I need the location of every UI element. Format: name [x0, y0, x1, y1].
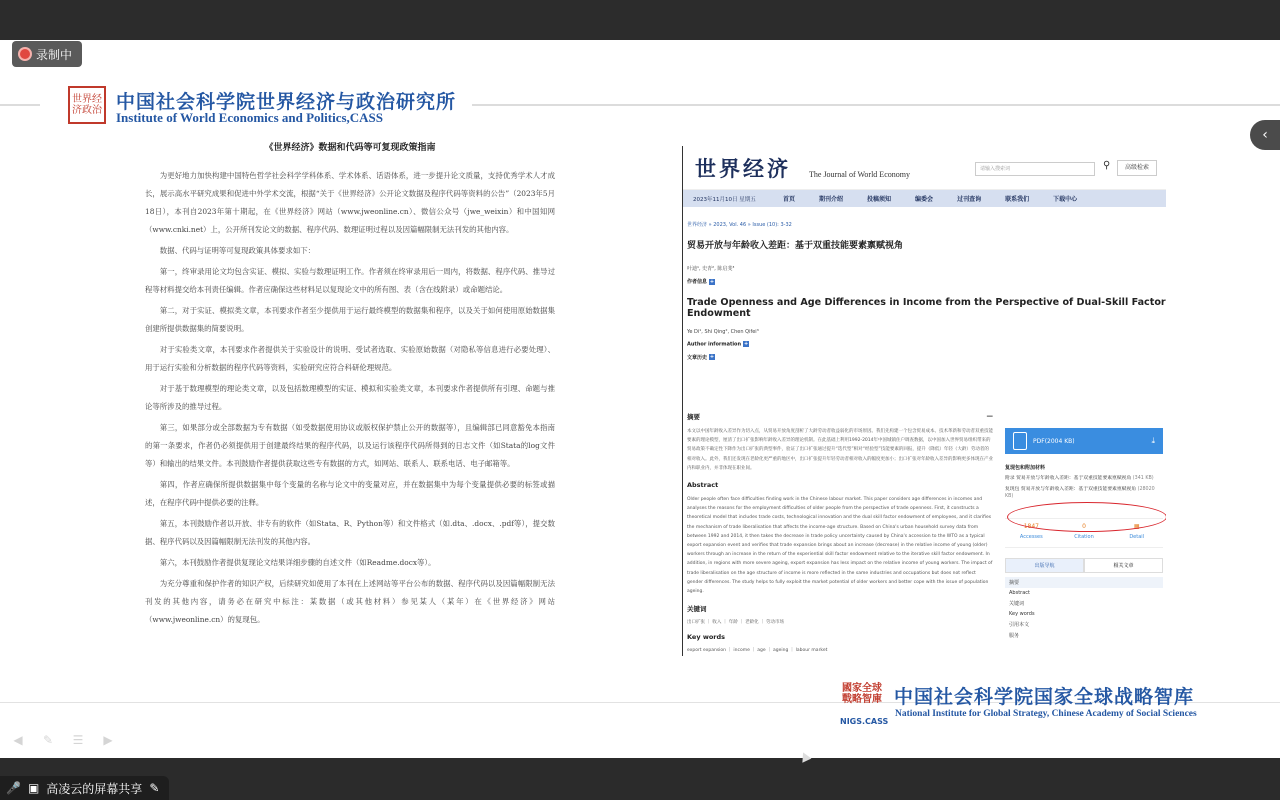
sidebar-menu — [1005, 577, 1163, 641]
policy-document — [145, 140, 555, 632]
pen-icon[interactable]: ✎ — [42, 733, 54, 747]
article-sidebar — [1005, 428, 1163, 641]
replication-heading: 复现包和附加材料 — [1005, 465, 1046, 471]
header-divider-right — [472, 104, 1280, 106]
grid-icon: ▦ — [1133, 523, 1140, 530]
menu-item: 服务 — [1009, 633, 1020, 639]
abstract-zh-heading: 摘要 — — [687, 412, 993, 421]
institute-name-en: Institute of World Economics and Politics,CASS — [116, 110, 384, 125]
document-paragraph: 对于实验类文章，本刊要求作者提供关于实验设计的说明、受试者选取、实验原始数据（对隐私等信息进行必要处理）、用于运行实验和分析数据的程序代码等资料，实验研究应符合科研伦理规范。 — [145, 345, 555, 372]
screen-share-icon: ▣ — [27, 781, 40, 795]
keywords-zh: 出口扩张 ｜ 收入 ｜ 年龄 ｜ 老龄化 ｜ 劳动市场 — [687, 620, 784, 626]
download-icon: ⤓ — [1151, 436, 1155, 445]
recording-label: 录制中 — [36, 47, 73, 62]
shared-slide — [0, 40, 1280, 758]
article-title-en: Trade Openness and Age Differences in Income from the Perspective of Dual-Skill Factor Endowment — [687, 297, 1166, 319]
document-paragraph: 对于基于数理模型的理论类文章，以及包括数理模型的实证、模拟和实验类文章，本刊要求作者提供所有引理、命题与推论等所涉及的推导过程。 — [145, 384, 555, 411]
tab-related-articles: 相关文章 — [1084, 558, 1163, 573]
menu-item: Key words — [1009, 611, 1035, 617]
think-tank-name-en: National Institute for Global Strategy, Chinese Academy of Social Sciences — [895, 709, 1197, 719]
journal-date: 2023年11月10日 星期五 — [693, 196, 756, 203]
abstract-zh: 本文以中国年龄收入差异作为切入点，从贸易开放角度剖析了大龄劳动者收益弱化的市场原因。我们先构建一个包含贸易成本、技术革新和劳动者双重技能要素的理论模型，厘清了出口扩张影响年龄收入差异的理论机制。在此基础上利用1992-2014年中国城镇住户调查数据，以中国加入世界贸易组织带来的贸易政策不确定性下降作为出口扩张的典型事件，验证了出口扩张通过提升“选代型”相对“经验型”技能要素的回报，提升（降低）年轻（大龄）劳动者的相对收入。此外，我们还发现在老龄化更严重的地区中，出口扩张提升年轻劳动者相对收入的幅度更加小；出口扩张对年龄收入差异的影响更多体现在产业内和职业内，并非体现在职业间。 — [687, 429, 993, 471]
journal-nav-item: 投稿须知 — [867, 196, 892, 203]
header-divider-left — [0, 104, 40, 106]
article-history: 文章历史 + — [687, 354, 715, 361]
journal-nav-item: 期刊介绍 — [819, 196, 844, 203]
document-paragraph: 为充分尊重和保护作者的知识产权，后续研究如使用了本刊在上述网站等平台公布的数据、程序代码以及因篇幅限制无法刊发的其他内容，请务必在研究中标注：某数据（或其他材料）参见某人（某年）在《世界经济》网站（www.jweonline.cn）的复现包。 — [145, 579, 555, 624]
author-info-en: Author information + — [687, 341, 749, 348]
expand-icon: + — [709, 354, 715, 360]
microphone-icon[interactable]: 🎤 — [6, 781, 21, 795]
journal-nav-item: 过刊查询 — [957, 196, 982, 203]
journal-nav-item: 下载中心 — [1053, 196, 1078, 203]
document-paragraph: 第四，作者应确保所提供数据集中每个变量的名称与论文中的变量对应，并在数据集中为每个变量提供必要的标签或描述，在程序代码中提供必要的注释。 — [145, 480, 555, 507]
abstract-en: Older people often face difficulties finding work in the Chinese labour market. This paper considers age differences in incomes and analyses the reasons for the employment difficulties of older people from the perspective of trade openness. First, it constructs a theoretical model that includes trade costs, technological innovation and the dual skill factor endowment of employees, and it clarifies the mechanism of trade liberalisation that affects the income-age structure. Based on China's urban household survey data from between 1992 and 2014, it then takes the decrease in trade policy uncertainty caused by China's accession to the WTO as a typical export expansion event and verifies that trade expansion brings about an increase (decrease) in the relative income of young (older) workers through an increase in the return of the experiential skill factor endowment relative to the iterative skill factor endowment. In addition, in regions with more severe ageing, export expansion has less impact on the relative income of young workers. The impact of trade liberalisation on the age structure of income is more reflected in the same industries and occupations but does not reflect gender differences. The study helps to fully exploit the market potential of older workers and better cope with the issue of population ageing. — [687, 497, 993, 595]
collapse-panel-button[interactable] — [1250, 120, 1280, 150]
document-paragraph: 为更好地力加快构建中国特色哲学社会科学学科体系、学术体系、话语体系，进一步提升论文质量，支持优秀学术人才成长，展示高水平研究成果和促进中外学术交流，根据“关于《世界经济》公开论文数据及程序代码等资料的公告”（2023年5月18日），本刊自2023年第十期起，在《世界经济》网站（www.jweonline.cn）、微信公众号（jwe_weixin）和中国知网（www.cnki.net）上，公开所刊发论文的数据、程序代码、数理证明过程以及因篇幅限制无法刊发的其他内容。 — [145, 171, 555, 234]
document-paragraph: 数据、代码与证明等可复现政策具体要求如下： — [159, 246, 316, 255]
pdf-icon — [1013, 432, 1027, 450]
stat-detail: ▦ Detail — [1110, 519, 1163, 547]
document-title: 《世界经济》数据和代码等可复现政策指南 — [264, 143, 436, 153]
screen-share-label: 高凌云的屏幕共享 — [46, 781, 143, 796]
top-bar — [0, 0, 1280, 40]
nigs-tag: NIGS.CASS — [840, 717, 889, 726]
highlight-annotation — [1007, 502, 1166, 532]
replication-item: 复现包 贸易开放与年龄收入差距：基于双重技能要素禀赋视角 (28020 KB) — [1005, 487, 1155, 499]
search-icon: ⚲ — [1103, 160, 1111, 171]
menu-item: 关键词 — [1009, 601, 1025, 607]
document-paragraph: 第五，本刊鼓励作者以开放、非专有的软件（如Stata、R、Python等）和文件格式（如.dta、.docx、.pdf等），提交数据、程序代码以及因篇幅限制无法刊发的其他内容。 — [145, 519, 555, 546]
presentation-toolbar[interactable] — [8, 733, 118, 747]
collapse-icon: — — [986, 412, 993, 420]
institute-logo: 世界经济政治 — [68, 86, 106, 124]
author-info-zh: 作者信息 + — [687, 278, 715, 285]
menu-item: 引用本文 — [1009, 622, 1030, 628]
screen-share-indicator[interactable] — [0, 776, 169, 800]
authors-zh: 叶迪¹, 史青², 陈启斐³ — [687, 266, 735, 272]
document-paragraph: 第三，如果部分或全部数据为专有数据（如受数据使用协议或版权保护禁止公开的数据等），且编辑部已同意豁免本指南的第一条要求，作者仍必须提供用于创建最终结果的程序代码，以及运行该程序代码所得到的日志文件（如Stata的log文件等）和输出的结果文件。本刊鼓励作者提供获取这些专有数据的方式，如网站、联系人、联系电话、电子邮箱等。 — [145, 423, 555, 468]
next-arrow-icon[interactable]: ▶ — [103, 733, 113, 747]
stat-accesses: 1847 Accesses — [1019, 523, 1043, 540]
prev-arrow-icon[interactable]: ◀ — [13, 733, 23, 747]
journal-nav-item: 联系我们 — [1005, 196, 1030, 203]
tab-publication-nav: 出版导航 — [1005, 558, 1084, 573]
pdf-download — [1005, 428, 1163, 454]
nigs-logo: 國家全球戰略智庫 — [842, 683, 882, 705]
menu-item: Abstract — [1009, 590, 1030, 596]
journal-webpage-screenshot — [682, 146, 1166, 656]
pdf-label: PDF(2004 KB) — [1033, 437, 1075, 445]
document-paragraph: 第六，本刊鼓励作者提供复现论文结果详细步骤的自述文件（如Readme.docx等）。 — [159, 558, 436, 567]
journal-nav-item: 编委会 — [915, 196, 934, 203]
journal-nav-item: 首页 — [783, 196, 796, 203]
institute-name-zh: 中国社会科学院世界经济与政治研究所 — [116, 91, 457, 113]
chevron-left-icon: ‹ — [1262, 127, 1268, 143]
document-paragraph: 第一，终审录用论文均包含实证、模拟、实验与数理证明工作。作者须在终审录用后一周内，将数据、程序代码、推导过程等材料提交给本刊责任编辑。作者应确保这些材料足以复现论文中的所有图、表（含在线附录）或命题结论。 — [145, 267, 555, 294]
keywords-zh-heading: 关键词 — [687, 605, 707, 614]
stat-citation: 0 Citation — [1074, 523, 1094, 540]
sidebar-tabs — [1005, 558, 1163, 573]
menu-item: 摘要 — [1005, 577, 1163, 588]
replication-item: 附录 贸易开放与年龄收入差距：基于双重技能要素禀赋视角 (341 KB) — [1005, 476, 1154, 481]
advanced-search-button: 高级检索 — [1117, 160, 1157, 176]
document-paragraph: 第二，对于实证、模拟类文章，本刊要求作者至少提供用于运行最终模型的数据集和程序，以及关于如何使用原始数据集创建所提供数据集的简要说明。 — [145, 306, 555, 333]
keywords-en-heading: Key words — [687, 633, 726, 642]
abstract-en-heading: Abstract — [687, 481, 719, 490]
journal-header — [683, 146, 1166, 190]
expand-icon: + — [743, 341, 749, 347]
journal-logo: 世界经济 — [695, 156, 791, 181]
breadcrumb: 世界经济 » 2023, Vol. 46 » Issue (10): 3-32 — [687, 222, 792, 228]
article-body — [687, 404, 993, 653]
record-icon — [20, 49, 30, 59]
recording-indicator[interactable] — [12, 41, 82, 67]
journal-subtitle: The Journal of World Economy — [809, 170, 910, 179]
expand-icon: + — [709, 278, 715, 285]
journal-nav — [683, 190, 1166, 207]
menu-icon[interactable]: ☰ — [72, 733, 84, 747]
authors-en: Ye Di¹, Shi Qing², Chen Qifei³ — [687, 329, 759, 335]
pencil-icon[interactable]: ✎ — [149, 781, 160, 795]
keywords-en: export expansion ｜ income ｜ age ｜ ageing ｜ labour market — [687, 648, 828, 654]
article-title-zh: 贸易开放与年龄收入差距：基于双重技能要素禀赋视角 — [687, 241, 904, 251]
think-tank-name-zh: 中国社会科学院国家全球战略智库 — [894, 686, 1195, 708]
journal-search-input: 请输入搜索词 — [975, 162, 1095, 176]
bottom-bar — [0, 758, 1280, 800]
